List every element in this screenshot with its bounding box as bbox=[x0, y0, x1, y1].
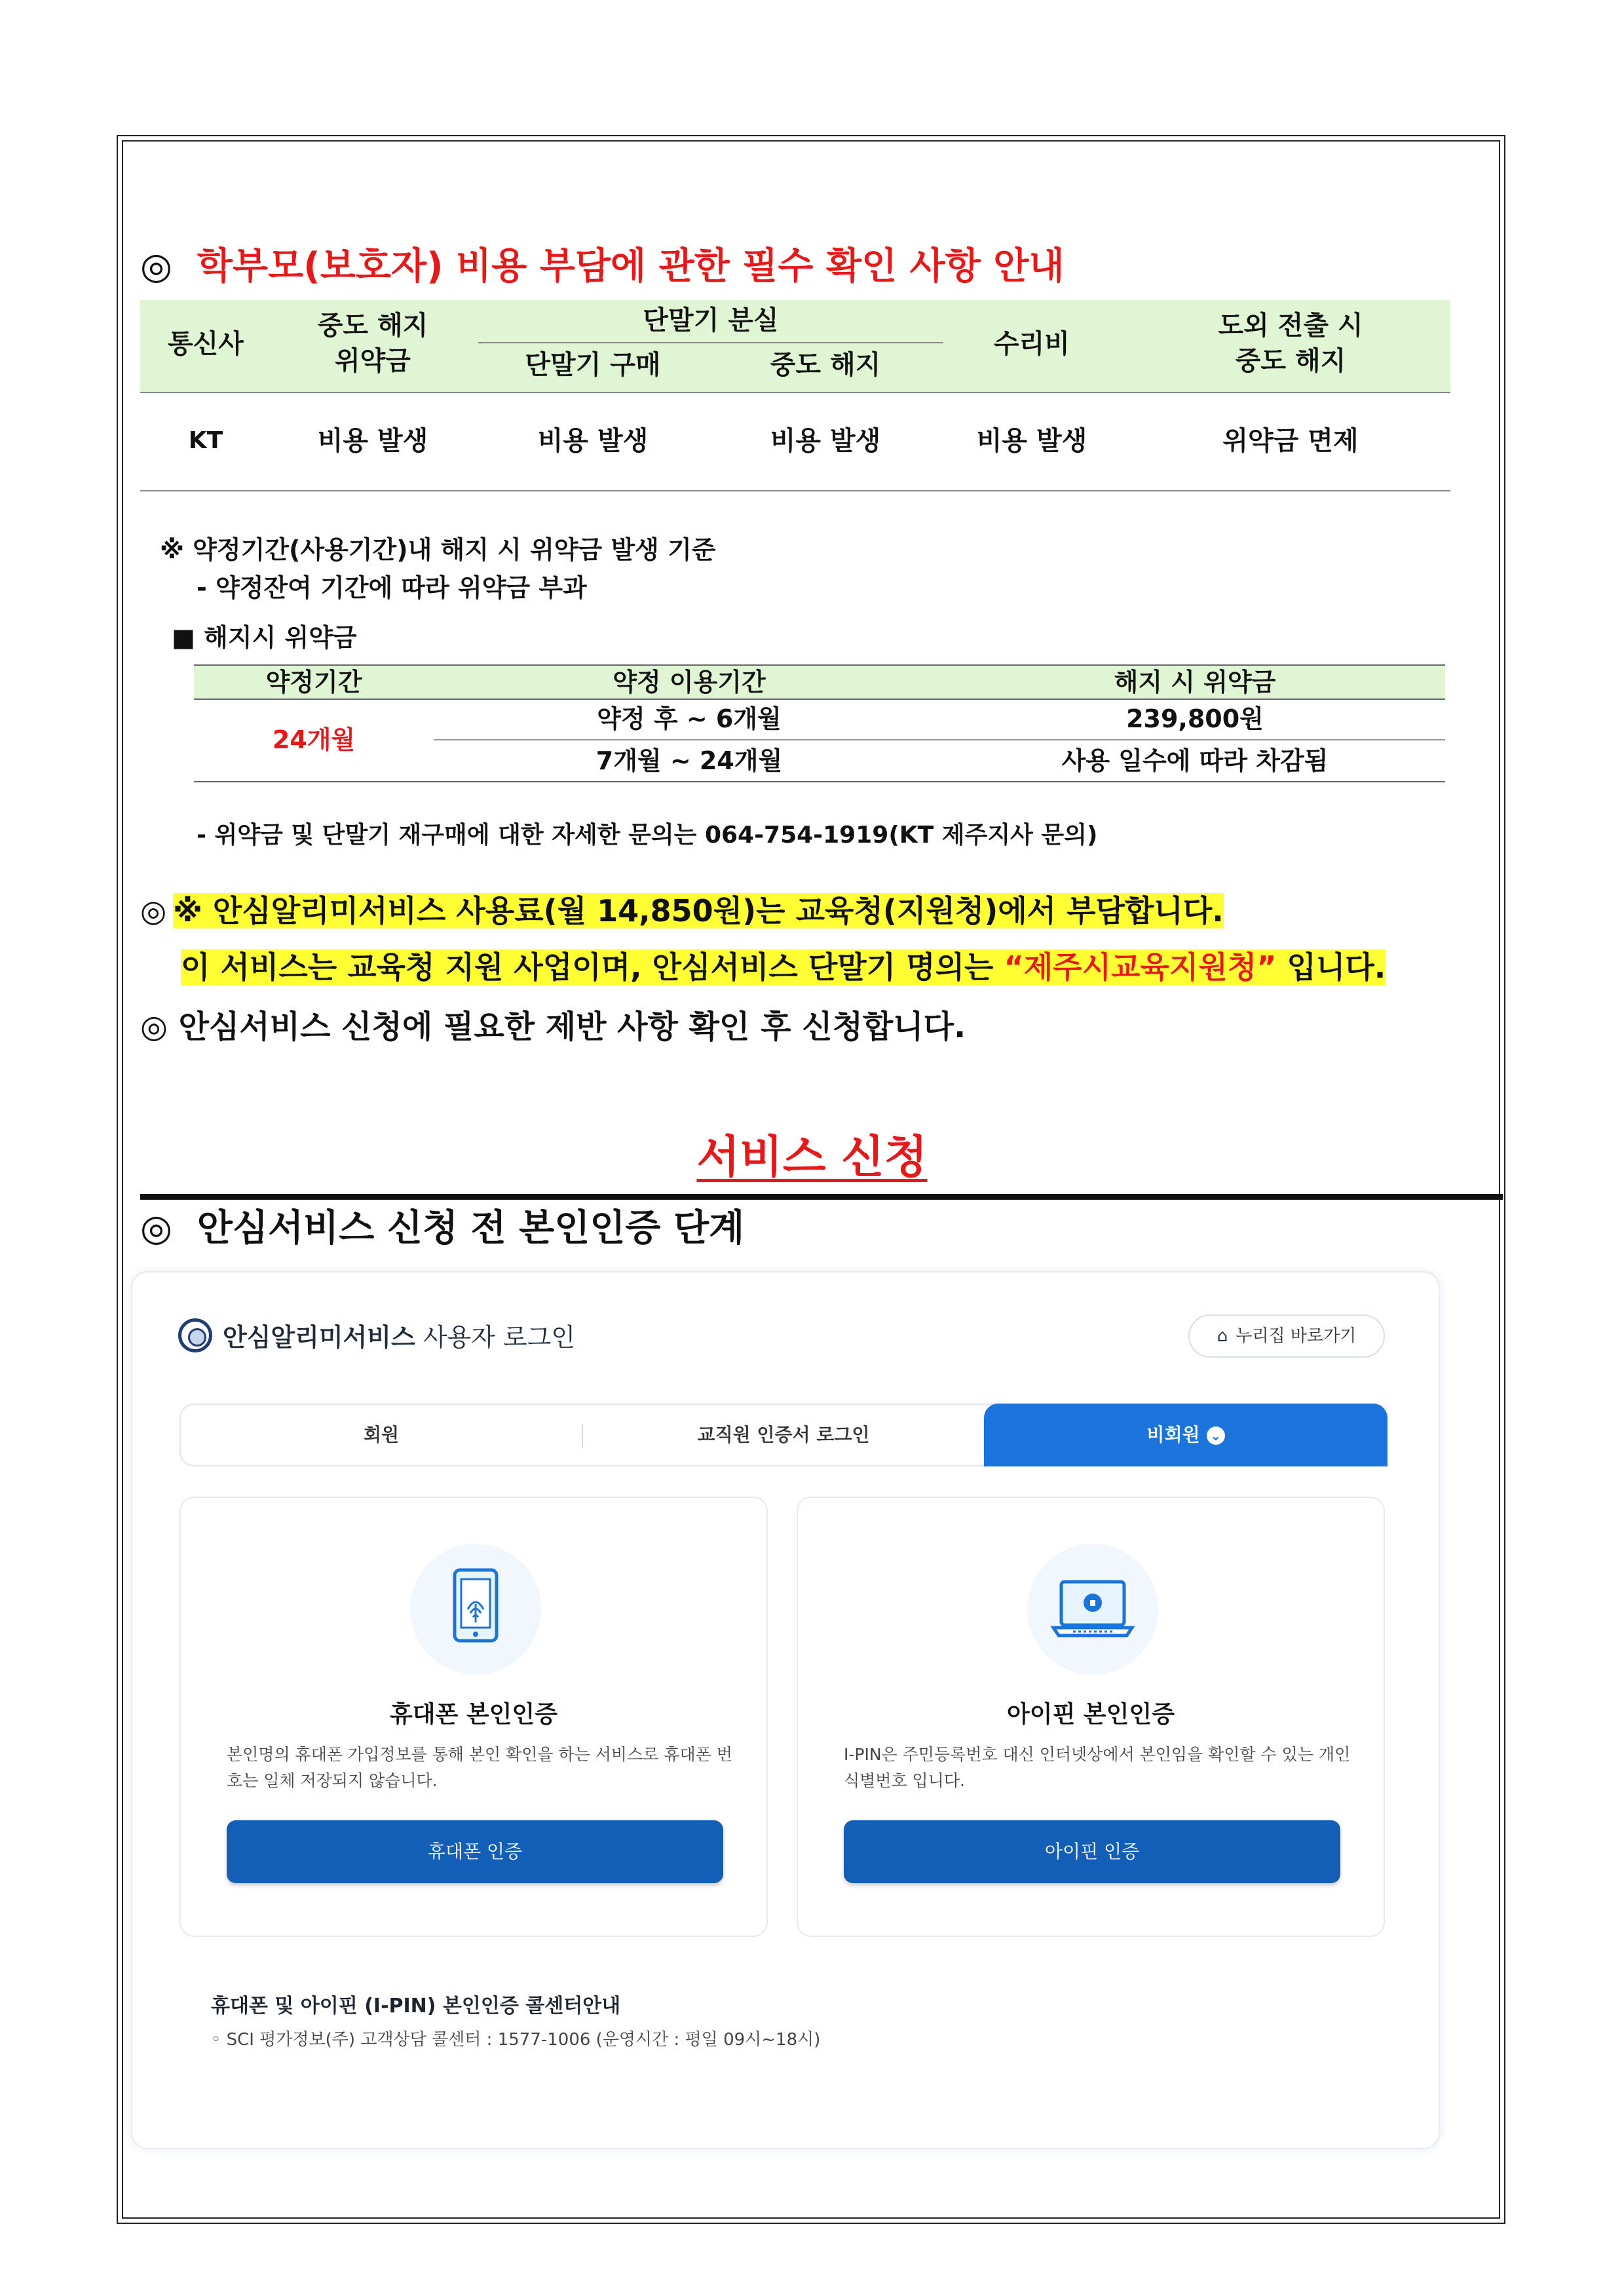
laptop-lock-icon bbox=[1027, 1544, 1158, 1675]
usage-2: 7개월 ~ 24개월 bbox=[595, 746, 783, 775]
ipin-auth-title: 아이핀 본인인증 bbox=[1007, 1701, 1175, 1728]
row-repair: 비용 발생 bbox=[976, 426, 1087, 456]
phone-auth-title: 휴대폰 본인인증 bbox=[390, 1701, 557, 1728]
row-cancel: 비용 발생 bbox=[317, 426, 428, 456]
row-carrier: KT bbox=[188, 427, 223, 454]
section-title: 학부모(보호자) 비용 부담에 관한 필수 확인 사항 안내 bbox=[197, 245, 1065, 288]
section-title-auth: 안심서비스 신청 전 본인인증 단계 bbox=[197, 1207, 745, 1250]
callcenter-desc: ◦ SCI 평가정보(주) 고객상담 콜센터 : 1577-1006 (운영시간 : 평일 09시~18시) bbox=[211, 2030, 821, 2050]
header-fee: 해지 시 위약금 bbox=[1114, 668, 1276, 697]
home-link-label: 누리집 바로가기 bbox=[1236, 1326, 1357, 1346]
header-usage: 약정 이용기간 bbox=[613, 668, 766, 697]
header-cancel-1: 중도 해지 bbox=[317, 311, 428, 341]
header-move-1: 도외 전출 시 bbox=[1218, 311, 1363, 341]
usage-1: 약정 후 ~ 6개월 bbox=[597, 704, 782, 733]
row-move: 위약금 면제 bbox=[1222, 426, 1359, 456]
ipin-icon-circle bbox=[1027, 1544, 1158, 1675]
login-tabs bbox=[179, 1404, 1386, 1466]
row-lost-buy: 비용 발생 bbox=[537, 426, 649, 456]
phone-auth-button[interactable]: 휴대폰 인증 bbox=[227, 1820, 723, 1883]
section-heading-cost bbox=[140, 237, 1065, 290]
double-circle-icon: ◎ bbox=[140, 893, 167, 928]
section-heading-auth bbox=[140, 1199, 744, 1252]
header-cancel-2: 위약금 bbox=[335, 346, 411, 376]
notice-fee-text: ※ 안심알리미서비스 사용료(월 14,850원)는 교육청(지원청)에서 부담합니다. bbox=[173, 893, 1224, 928]
login-title-text: 사용자 로그인 bbox=[415, 1323, 576, 1352]
header-carrier: 통신사 bbox=[168, 329, 244, 359]
notice-ownership-line bbox=[181, 944, 1386, 987]
service-title-text: 서비스 신청 bbox=[696, 1132, 928, 1183]
phone-auth-desc: 본인명의 휴대폰 가입정보를 통해 본인 확인을 하는 서비스로 휴대폰 번호는 일체 저장되지 않습니다. bbox=[227, 1745, 732, 1790]
header-lost: 단말기 분실 bbox=[643, 305, 779, 335]
penalty-row-divider bbox=[434, 739, 1445, 740]
header-repair: 수리비 bbox=[994, 329, 1070, 359]
fee-2: 사용 일수에 따라 차감됨 bbox=[1061, 746, 1329, 775]
header-lost-buy: 단말기 구매 bbox=[525, 350, 661, 380]
phone-icon-circle bbox=[410, 1544, 541, 1675]
tab-cert[interactable]: 교직원 인증서 로그인 bbox=[697, 1424, 870, 1445]
login-screenshot bbox=[131, 1271, 1440, 2149]
home-icon: ⌂ bbox=[1217, 1326, 1228, 1346]
ipin-auth-button[interactable]: 아이핀 인증 bbox=[844, 1820, 1340, 1883]
double-circle-icon: ◎ bbox=[140, 245, 172, 288]
tab-member[interactable]: 회원 bbox=[363, 1424, 400, 1445]
notice-owner-name: “제주시교육지원청” bbox=[1004, 949, 1277, 985]
period-value: 24개월 bbox=[272, 725, 356, 754]
phone-auth-card bbox=[179, 1497, 768, 1937]
cost-table-bottom-rule bbox=[140, 490, 1450, 491]
tab-guest[interactable] bbox=[984, 1404, 1388, 1466]
double-circle-icon: ◎ bbox=[140, 1207, 172, 1250]
phone-fingerprint-icon bbox=[410, 1544, 541, 1675]
fee-1: 239,800원 bbox=[1126, 704, 1264, 733]
service-title bbox=[0, 1122, 1624, 1185]
ipin-auth-desc: I-PIN은 주민등록번호 대신 인터넷상에서 본인임을 확인할 수 있는 개인 식별번호 입니다. bbox=[844, 1745, 1351, 1790]
header-lost-cancel: 중도 해지 bbox=[770, 350, 881, 380]
home-link-button[interactable] bbox=[1188, 1314, 1385, 1358]
notice-ownership-text: 이 서비스는 교육청 지원 사업이며, 안심서비스 단말기 명의는 bbox=[181, 949, 1004, 985]
notice-apply-line: ◎ 안심서비스 신청에 필요한 제반 사항 확인 후 신청합니다. bbox=[140, 1008, 966, 1045]
notice-ownership-end: 입니다. bbox=[1276, 949, 1386, 985]
note-penalty-basis: ※ 약정기간(사용기간)내 해지 시 위약금 발생 기준 bbox=[160, 535, 716, 564]
emblem-logo-icon bbox=[178, 1318, 212, 1352]
penalty-table-bottom-rule bbox=[194, 781, 1445, 782]
login-brand: 안심알리미서비스 bbox=[223, 1323, 415, 1352]
header-divider bbox=[478, 342, 943, 343]
ipin-auth-card bbox=[797, 1497, 1385, 1937]
inquiry-note: - 위약금 및 단말기 재구매에 대한 자세한 문의는 064-754-1919(KT 제주지사 문의) bbox=[197, 822, 1098, 849]
callcenter-title: 휴대폰 및 아이핀 (I-PIN) 본인인증 콜센터안내 bbox=[211, 1995, 621, 2018]
note-penalty-heading: ■ 해지시 위약금 bbox=[172, 623, 357, 652]
header-move-2: 중도 해지 bbox=[1235, 346, 1346, 376]
row-lost-cancel: 비용 발생 bbox=[770, 426, 881, 456]
note-penalty-remaining: - 약정잔여 기간에 따라 위약금 부과 bbox=[197, 573, 587, 602]
notice-fee-line bbox=[140, 887, 1224, 930]
header-period: 약정기간 bbox=[265, 668, 362, 697]
login-title bbox=[223, 1317, 575, 1353]
tab-guest-label: 비회원 bbox=[1146, 1424, 1200, 1445]
chevron-down-icon: ⌄ bbox=[1207, 1426, 1225, 1445]
